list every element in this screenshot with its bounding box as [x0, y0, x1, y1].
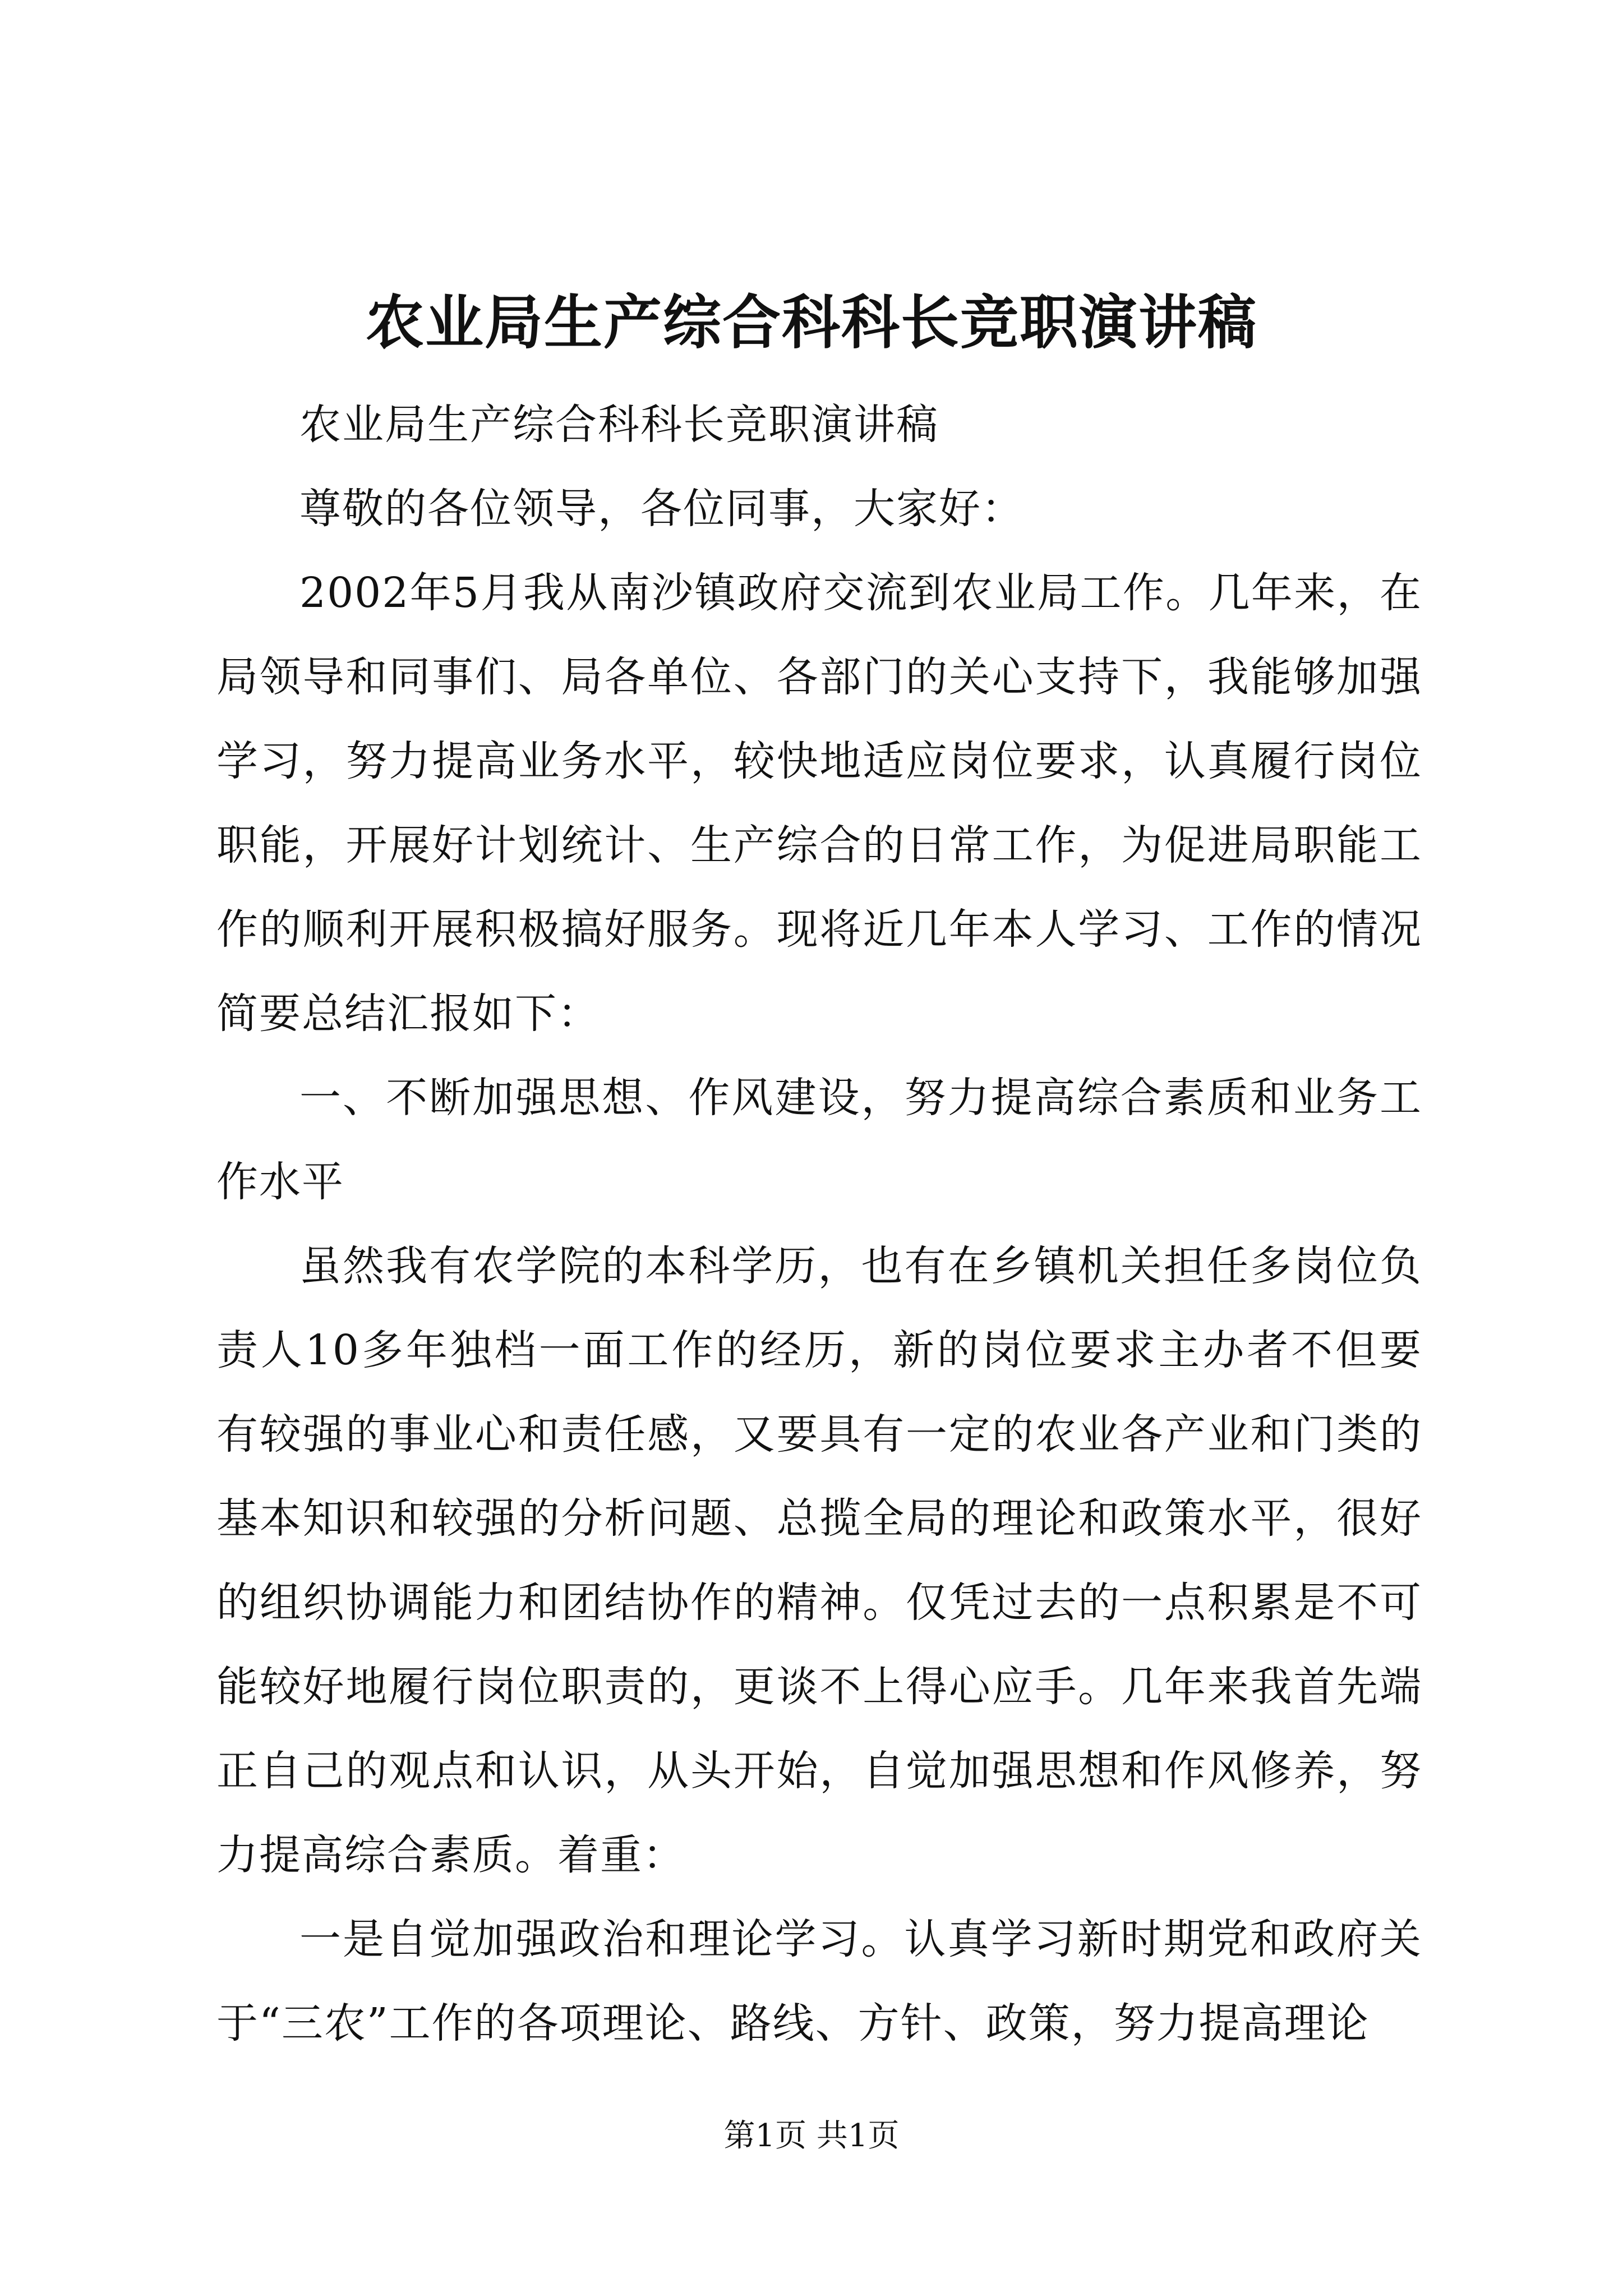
- paragraph-background: 虽然我有农学院的本科学历，也有在乡镇机关担任多岗位负责人10多年独档一面工作的经历，新的岗位要求主办者不但要有较强的事业心和责任感，又要具有一定的农业各产业和门类的基本知识和较强的分析问题、总揽全局的理论和政策水平，很好的组织协调能力和团结协作的精神。仅凭过去的一点积累是不可能较好地履行岗位职责的，更谈不上得心应手。几年来我首先端正自己的观点和认识，从头开始，自觉加强思想和作风修养，努力提高综合素质。着重：: [216, 1242, 1422, 1879]
- document-body: [216, 383, 1422, 2065]
- paragraph-greeting: 尊敬的各位领导，各位同事，大家好：: [299, 485, 1024, 533]
- page-number-footer: 第1页 共1页: [723, 2118, 900, 2154]
- paragraph-subtitle: 农业局生产综合科科长竞职演讲稿: [299, 401, 939, 449]
- paragraph-study-point: 一是自觉加强政治和理论学习。认真学习新时期党和政府关于“三农”工作的各项理论、路线、方针、政策，努力提高理论: [216, 1915, 1422, 2047]
- paragraph-section-heading: 一、不断加强思想、作风建设，努力提高综合素质和业务工作水平: [216, 1074, 1422, 1206]
- document-title: 农业局生产综合科科长竞职演讲稿: [365, 288, 1257, 357]
- paragraph-introduction: 2002年5月我从南沙镇政府交流到农业局工作。几年来，在局领导和同事们、局各单位、各部门的关心支持下，我能够加强学习，努力提高业务水平，较快地适应岗位要求，认真履行岗位职能，开展好计划统计、生产综合的日常工作，为促进局职能工作的顺利开展积极搞好服务。现将近几年本人学习、工作的情况简要总结汇报如下：: [216, 569, 1422, 1038]
